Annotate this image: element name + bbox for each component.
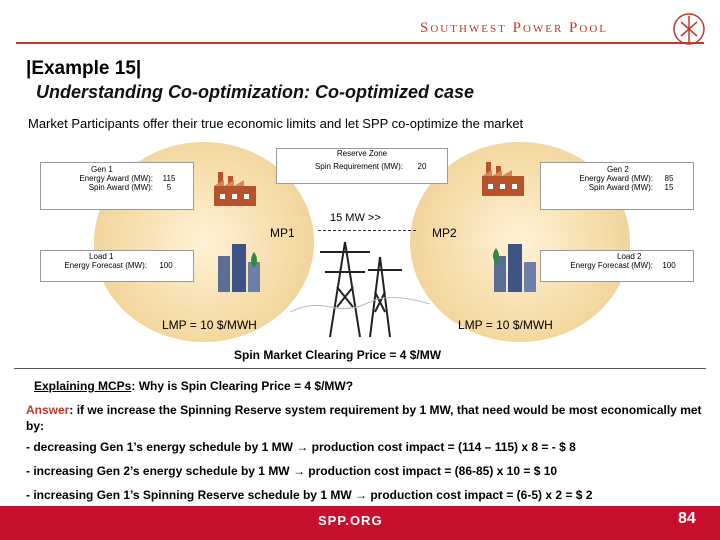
load1-title: Load 1 — [89, 252, 114, 261]
gen1-title: Gen 1 — [91, 165, 113, 174]
list-item: - increasing Gen 1’s Spinning Reserve schedule by 1 MW → production cost impact = (6-5) x 2 = $ 2 — [26, 488, 593, 502]
mp1-label: MP1 — [270, 226, 295, 240]
transmission-tower-icon — [290, 232, 430, 342]
load2-forecast-value: 100 — [662, 261, 676, 270]
gen1-factory-icon — [210, 168, 260, 208]
question-prefix: Explaining MCPs — [34, 379, 132, 393]
mp1-lmp: LMP = 10 $/MWH — [162, 318, 257, 332]
list-item: - decreasing Gen 1’s energy schedule by 1 MW → production cost impact = (114 – 115) x 8 = - $ 8 — [26, 440, 576, 454]
brand-name: Southwest Power Pool — [420, 20, 609, 36]
gen2-box — [540, 162, 694, 210]
mp2-lmp: LMP = 10 $/MWH — [458, 318, 553, 332]
gen2-factory-icon — [478, 158, 528, 198]
header-divider — [16, 42, 704, 44]
load2-forecast-label: Energy Forecast (MW): — [570, 261, 653, 270]
spp-logo-icon — [672, 12, 706, 46]
gen1-energy-label: Energy Award (MW): — [79, 174, 153, 183]
spin-requirement-value: 20 — [417, 162, 427, 171]
gen2-energy-value: 85 — [664, 174, 674, 183]
gen2-title: Gen 2 — [607, 165, 629, 174]
page-heading: Understanding Co-optimization: Co-optimized case — [36, 82, 475, 102]
example-title: |Example 15| — [26, 58, 142, 79]
reserve-zone-box — [276, 148, 448, 184]
load2-box — [540, 250, 694, 282]
flow-line — [318, 230, 416, 231]
page-number: 84 — [678, 510, 696, 527]
load1-box — [40, 250, 194, 282]
question — [34, 379, 353, 393]
answer-label: Answer — [26, 403, 70, 417]
footer-bar — [0, 506, 720, 540]
gen1-spin-label: Spin Award (MW): — [88, 183, 153, 192]
footer-site: SPP.ORG — [318, 513, 383, 528]
answer-text: : if we increase the Spinning Reserve system requirement by 1 MW, that need would be most economically met by: — [26, 403, 702, 433]
section-divider — [14, 368, 706, 369]
page-subtitle: Market Participants offer their true economic limits and let SPP co-optimize the market — [28, 116, 524, 131]
spin-requirement-label: Spin Requirement (MW): — [314, 162, 403, 171]
spin-clearing-price: Spin Market Clearing Price = 4 $/MW — [234, 348, 442, 362]
gen1-energy-value: 115 — [162, 174, 176, 183]
mp2-label: MP2 — [432, 226, 457, 240]
question-text: : Why is Spin Clearing Price = 4 $/MW? — [131, 379, 354, 393]
gen1-spin-value: 5 — [166, 183, 172, 192]
load1-forecast-value: 100 — [159, 261, 173, 270]
gen2-spin-value: 15 — [664, 183, 674, 192]
load1-forecast-label: Energy Forecast (MW): — [64, 261, 147, 270]
load2-title: Load 2 — [617, 252, 642, 261]
gen1-box — [40, 162, 194, 210]
list-item: - increasing Gen 2’s energy schedule by 1 MW → production cost impact = (86-85) x 10 = $ 10 — [26, 464, 558, 478]
reserve-zone-title: Reserve Zone — [336, 149, 388, 158]
answer — [26, 402, 702, 434]
gen2-energy-label: Energy Award (MW): — [579, 174, 653, 183]
load1-city-icon — [214, 238, 264, 293]
load2-city-icon — [490, 238, 540, 293]
gen2-spin-label: Spin Award (MW): — [588, 183, 653, 192]
flow-label: 15 MW >> — [330, 212, 381, 224]
